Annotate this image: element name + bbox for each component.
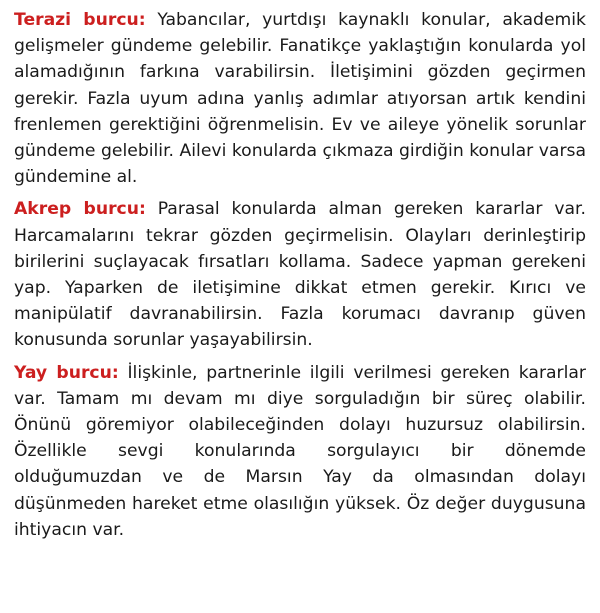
sign-heading-yay: Yay burcu:	[14, 362, 119, 383]
horoscope-entry-yay	[14, 360, 586, 543]
horoscope-entry-akrep	[14, 196, 586, 353]
horoscope-text-akrep: Parasal konularda alman gereken kararlar var. Harcamalarını tekrar gözden geçirmelisin. Olayları derinleştirip birilerini suçlayacak fırsatları kollama. Sadece yapman gerekeni yap. Yaparken de iletişimine dikkat etmen gerekir. Kırıcı ve manipülatif davranabilirsin. Fazla korumacı davranıp güven konusunda sorunlar yaşayabilirsin.	[14, 199, 587, 351]
horoscope-entry-terazi	[14, 7, 586, 190]
horoscope-text-terazi: Yabancılar, yurtdışı kaynaklı konular, akademik gelişmeler gündeme gelebilir. Fanatikçe yaklaştığın konularda yol alamadığının farkına varabilirsin. İletişimini gözden geçirmen gerekir. Fazla uyum adına yanlış adımlar atıyorsan artık kendini frenlemen gerektiğini öğrenmelisin. Ev ve aileye yönelik sorunlar gündeme gelebilir. Ailevi konularda çıkmaza girdiğin konular varsa gündemine al.	[14, 10, 586, 188]
sign-heading-akrep: Akrep burcu:	[14, 199, 146, 220]
horoscope-text-yay: İlişkinle, partnerinle ilgili verilmesi gereken kararlar var. Tamam mı devam mı diye sorguladığın bir süreç olabilir. Önünü göremiyor olabileceğinden dolayı huzursuz olabilirsin. Özellikle sevgi konularında sorgulayıcı bir dönemde olduğumuzdan ve de Marsın Yay da olmasından dolayı düşünmeden hareket etme olasılığın yüksek. Öz değer duygusuna ihtiyacın var.	[14, 362, 587, 540]
sign-heading-terazi: Terazi burcu:	[14, 10, 146, 30]
